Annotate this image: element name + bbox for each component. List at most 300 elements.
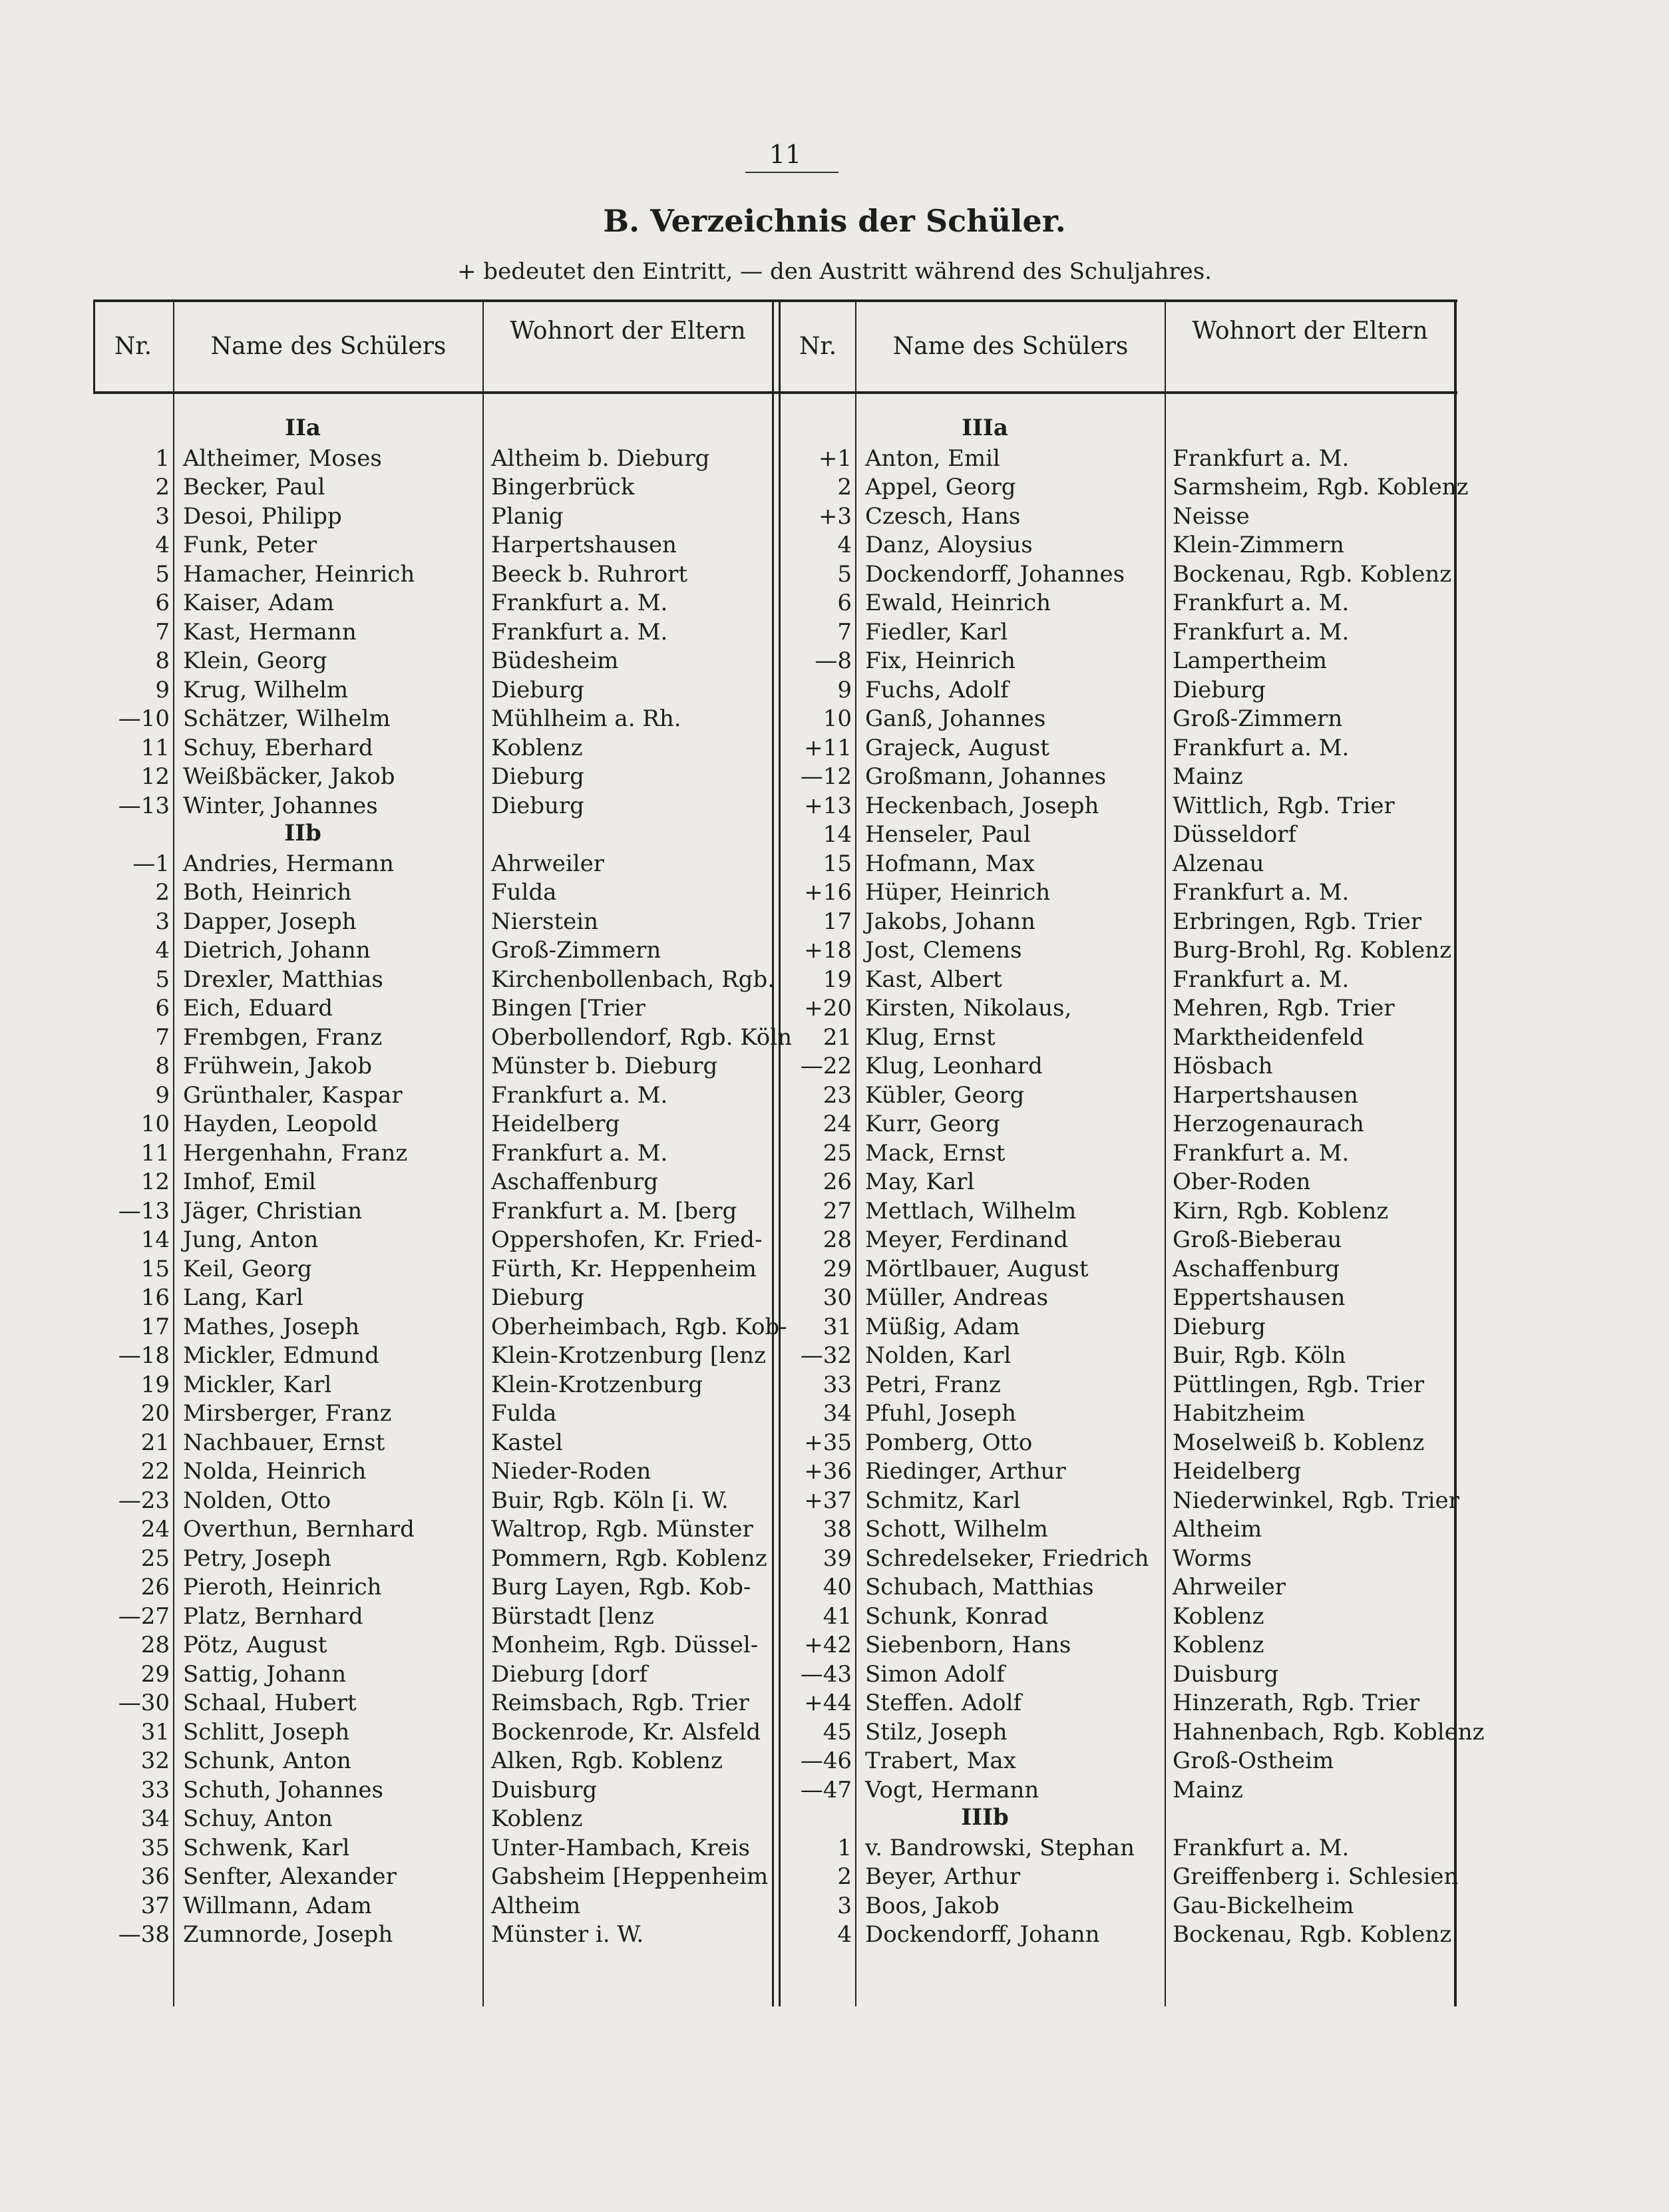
parents-residence: Worms (1173, 1545, 1252, 1572)
parents-residence: Dieburg [dorf (491, 1660, 648, 1688)
class-label-iia: IIa (285, 415, 321, 441)
student-number: 5 (155, 560, 170, 588)
student-number: 41 (823, 1602, 852, 1630)
parents-residence: Kastel (491, 1429, 563, 1456)
student-name: Kast, Hermann (183, 618, 357, 645)
student-number: —12 (800, 763, 852, 790)
student-number: 15 (823, 850, 852, 877)
student-name: Petry, Joseph (183, 1545, 332, 1572)
student-number: —46 (800, 1748, 852, 1774)
student-name: Petri, Franz (865, 1371, 1001, 1398)
student-name: Klug, Ernst (865, 1023, 996, 1051)
student-number: 10 (823, 705, 852, 732)
student-number: 32 (140, 1748, 170, 1774)
student-name: Platz, Bernhard (183, 1602, 363, 1630)
student-number: 28 (140, 1632, 170, 1658)
student-number: 2 (155, 474, 170, 500)
parents-residence: Frankfurt a. M. (1173, 445, 1350, 472)
parents-residence: Koblenz (491, 1805, 583, 1832)
student-name: Mettlach, Wilhelm (865, 1197, 1077, 1224)
student-number: 31 (140, 1718, 170, 1746)
student-name: Jakobs, Johann (865, 908, 1035, 935)
student-name: Altheimer, Moses (183, 445, 382, 472)
student-name: Both, Heinrich (183, 879, 352, 906)
student-name: Schunk, Konrad (865, 1602, 1049, 1630)
student-number: +35 (804, 1429, 852, 1456)
student-name: Kübler, Georg (865, 1081, 1025, 1109)
student-number: 2 (837, 1863, 852, 1890)
parents-residence: Dieburg (491, 1284, 584, 1311)
student-name: Ganß, Johannes (865, 705, 1046, 732)
student-name: Heckenbach, Joseph (865, 792, 1099, 819)
parents-residence: Fulda (491, 1400, 557, 1427)
student-name: Vogt, Hermann (865, 1776, 1039, 1803)
parents-residence: Püttlingen, Rgb. Trier (1173, 1371, 1425, 1398)
student-number: 3 (155, 502, 170, 530)
parents-residence: Ober-Roden (1173, 1169, 1311, 1195)
student-name: Hergenhahn, Franz (183, 1139, 408, 1167)
student-number: 14 (140, 1226, 170, 1253)
parents-residence: Mehren, Rgb. Trier (1173, 995, 1395, 1021)
parents-residence: Frankfurt a. M. [berg (491, 1197, 737, 1224)
student-name: Hamacher, Heinrich (183, 560, 415, 588)
student-name: Beyer, Arthur (865, 1863, 1021, 1890)
student-number: 33 (140, 1776, 170, 1803)
student-number: +42 (804, 1632, 852, 1658)
student-number: 9 (837, 676, 852, 703)
parents-residence: Hösbach (1173, 1053, 1273, 1079)
student-number: 39 (823, 1545, 852, 1572)
parents-residence: Duisburg (491, 1776, 598, 1803)
parents-residence: Monheim, Rgb. Düssel- (491, 1632, 759, 1658)
parents-residence: Klein-Zimmern (1173, 532, 1344, 558)
student-name: Imhof, Emil (183, 1169, 316, 1195)
parents-residence: Koblenz (491, 734, 583, 761)
student-number: 20 (140, 1400, 170, 1427)
student-number: 3 (837, 1892, 852, 1919)
parents-residence: Waltrop, Rgb. Münster (491, 1516, 753, 1543)
student-name: v. Bandrowski, Stephan (865, 1834, 1135, 1861)
student-name: Krug, Wilhelm (183, 676, 349, 703)
student-name: Danz, Aloysius (865, 532, 1033, 558)
student-name: Weißbäcker, Jakob (183, 763, 395, 790)
student-name: Müßig, Adam (865, 1313, 1020, 1340)
parents-residence: Sarmsheim, Rgb. Koblenz (1173, 474, 1469, 500)
student-number: —23 (118, 1487, 170, 1514)
student-number: 33 (823, 1371, 852, 1398)
parents-residence: Frankfurt a. M. (1173, 734, 1350, 761)
parents-residence: Frankfurt a. M. (491, 1139, 668, 1167)
student-number: 9 (155, 1081, 170, 1109)
student-name: Stilz, Joseph (865, 1718, 1008, 1746)
student-number: +36 (804, 1458, 852, 1485)
student-number: 7 (155, 1023, 170, 1051)
parents-residence: Marktheidenfeld (1173, 1023, 1364, 1051)
parents-residence: Burg-Brohl, Rg. Koblenz (1173, 937, 1451, 964)
parents-residence: Groß-Ostheim (1173, 1748, 1334, 1774)
page-number-rule (745, 172, 838, 173)
parents-residence: Frankfurt a. M. (491, 590, 668, 616)
parents-residence: Frankfurt a. M. (1173, 1139, 1350, 1167)
page-number: 11 (769, 140, 802, 169)
parents-residence: Kirn, Rgb. Koblenz (1173, 1197, 1389, 1224)
parents-residence: Fürth, Kr. Heppenheim (491, 1255, 757, 1282)
student-name: Nachbauer, Ernst (183, 1429, 385, 1456)
parents-residence: Groß-Zimmern (491, 937, 661, 964)
student-number: 4 (155, 532, 170, 558)
student-number: 5 (837, 560, 852, 588)
student-name: Kurr, Georg (865, 1111, 1000, 1137)
student-name: Schott, Wilhelm (865, 1516, 1048, 1543)
parents-residence: Fulda (491, 879, 557, 906)
student-name: Mickler, Karl (183, 1371, 332, 1398)
parents-residence: Münster b. Dieburg (491, 1053, 718, 1079)
student-number: —32 (800, 1342, 852, 1369)
student-number: 25 (140, 1545, 170, 1572)
parents-residence: Alken, Rgb. Koblenz (491, 1748, 723, 1774)
student-number: 14 (823, 821, 852, 848)
parents-residence: Lampertheim (1173, 647, 1328, 674)
student-number: —47 (800, 1776, 852, 1803)
student-name: Desoi, Philipp (183, 502, 342, 530)
student-name: Dockendorff, Johann (865, 1921, 1100, 1948)
parents-residence: Münster i. W. (491, 1921, 644, 1948)
parents-residence: Aschaffenburg (491, 1169, 659, 1195)
student-number: 29 (140, 1660, 170, 1688)
parents-residence: Neisse (1173, 502, 1250, 530)
student-name: Zumnorde, Joseph (183, 1921, 393, 1948)
parents-residence: Oberheimbach, Rgb. Kob- (491, 1313, 787, 1340)
student-number: +1 (818, 445, 852, 472)
student-name: Keil, Georg (183, 1255, 312, 1282)
parents-residence: Harpertshausen (491, 532, 677, 558)
student-number: 23 (823, 1081, 852, 1109)
student-number: —18 (118, 1342, 170, 1369)
header-residence-left: Wohnort der Eltern (510, 317, 746, 345)
student-number: +44 (804, 1690, 852, 1716)
parents-residence: Burg Layen, Rgb. Kob- (491, 1574, 751, 1600)
student-number: 10 (140, 1111, 170, 1137)
student-name: Schredelseker, Friedrich (865, 1545, 1149, 1572)
student-number: 29 (823, 1255, 852, 1282)
parents-residence: Alzenau (1173, 850, 1264, 877)
student-number: 34 (823, 1400, 852, 1427)
section-heading: B. Verzeichnis der Schüler. (603, 203, 1066, 239)
student-number: —10 (118, 705, 170, 732)
student-number: 16 (140, 1284, 170, 1311)
parents-residence: Koblenz (1173, 1632, 1264, 1658)
student-name: Riedinger, Arthur (865, 1458, 1066, 1485)
parents-residence: Pommern, Rgb. Koblenz (491, 1545, 767, 1572)
student-number: 6 (837, 590, 852, 616)
parents-residence: Bürstadt [lenz (491, 1602, 654, 1630)
student-number: 27 (823, 1197, 852, 1224)
student-number: 31 (823, 1313, 852, 1340)
student-number: 5 (155, 966, 170, 993)
student-name: Andries, Hermann (183, 850, 394, 877)
parents-residence: Buir, Rgb. Köln (1173, 1342, 1346, 1369)
student-name: Hofmann, Max (865, 850, 1035, 877)
parents-residence: Beeck b. Ruhrort (491, 560, 688, 588)
student-number: 1 (837, 1834, 852, 1861)
student-register-table (93, 299, 1485, 2006)
parents-residence: Frankfurt a. M. (1173, 1834, 1350, 1861)
student-name: Schlitt, Joseph (183, 1718, 350, 1746)
student-number: —8 (815, 647, 852, 674)
col-rule-right-nr (855, 299, 856, 2006)
student-number: +11 (804, 734, 852, 761)
student-name: Fix, Heinrich (865, 647, 1016, 674)
parents-residence: Heidelberg (491, 1111, 620, 1137)
parents-residence: Mühlheim a. Rh. (491, 705, 681, 732)
student-name: Dietrich, Johann (183, 937, 371, 964)
student-name: Mickler, Edmund (183, 1342, 379, 1369)
parents-residence: Klein-Krotzenburg (491, 1371, 703, 1398)
parents-residence: Oberbollendorf, Rgb. Köln (491, 1023, 792, 1051)
student-number: +37 (804, 1487, 852, 1514)
parents-residence: Dieburg (1173, 1313, 1266, 1340)
parents-residence: Bockenrode, Kr. Alsfeld (491, 1718, 761, 1746)
student-name: Schwenk, Karl (183, 1834, 350, 1861)
student-number: 40 (823, 1574, 852, 1600)
student-name: Schuy, Anton (183, 1805, 333, 1832)
student-number: —30 (118, 1690, 170, 1716)
student-number: 36 (140, 1863, 170, 1890)
parents-residence: Niederwinkel, Rgb. Trier (1173, 1487, 1459, 1514)
parents-residence: Koblenz (1173, 1602, 1264, 1630)
student-number: —13 (118, 1197, 170, 1224)
student-name: Siebenborn, Hans (865, 1632, 1071, 1658)
student-number: 7 (155, 618, 170, 645)
parents-residence: Oppershofen, Kr. Fried- (491, 1226, 763, 1253)
student-number: 12 (140, 1169, 170, 1195)
student-number: 37 (140, 1892, 170, 1919)
parents-residence: Nierstein (491, 908, 599, 935)
student-number: 7 (837, 618, 852, 645)
student-number: 1 (155, 445, 170, 472)
student-number: —38 (118, 1921, 170, 1948)
student-number: 45 (823, 1718, 852, 1746)
student-name: Senfter, Alexander (183, 1863, 397, 1890)
student-name: Czesch, Hans (865, 502, 1021, 530)
header-residence-right: Wohnort der Eltern (1192, 317, 1428, 345)
student-number: 24 (140, 1516, 170, 1543)
header-name-right: Name des Schülers (892, 333, 1129, 360)
student-number: 12 (140, 763, 170, 790)
student-number: 6 (155, 995, 170, 1021)
student-name: Appel, Georg (865, 474, 1016, 500)
student-name: Winter, Johannes (183, 792, 378, 819)
student-name: Hayden, Leopold (183, 1111, 378, 1137)
student-number: 8 (155, 647, 170, 674)
parents-residence: Bockenau, Rgb. Koblenz (1173, 560, 1452, 588)
student-name: Grajeck, August (865, 734, 1049, 761)
parents-residence: Harpertshausen (1173, 1081, 1358, 1109)
student-number: 9 (155, 676, 170, 703)
student-name: Overthun, Bernhard (183, 1516, 415, 1543)
parents-residence: Ahrweiler (491, 850, 605, 877)
student-number: +3 (818, 502, 852, 530)
student-number: 24 (823, 1111, 852, 1137)
col-rule-left-name (482, 299, 484, 2006)
student-number: —22 (800, 1053, 852, 1079)
student-name: Müller, Andreas (865, 1284, 1049, 1311)
student-name: Schuy, Eberhard (183, 734, 373, 761)
student-name: Jung, Anton (183, 1226, 319, 1253)
parents-residence: Bockenau, Rgb. Koblenz (1173, 1921, 1452, 1948)
header-nr-left: Nr. (114, 333, 152, 360)
student-number: 30 (823, 1284, 852, 1311)
student-number: 17 (823, 908, 852, 935)
student-name: Pötz, August (183, 1632, 327, 1658)
student-number: 19 (140, 1371, 170, 1398)
student-name: Mirsberger, Franz (183, 1400, 392, 1427)
student-name: Kirsten, Nikolaus, (865, 995, 1072, 1021)
parents-residence: Groß-Zimmern (1173, 705, 1343, 732)
parents-residence: Klein-Krotzenburg [lenz (491, 1342, 766, 1369)
col-rule-right-name (1165, 299, 1166, 2006)
student-number: 21 (140, 1429, 170, 1456)
parents-residence: Dieburg (491, 676, 584, 703)
student-number: 38 (823, 1516, 852, 1543)
parents-residence: Aschaffenburg (1173, 1255, 1340, 1282)
col-rule-left-nr (173, 299, 174, 2006)
student-name: Dapper, Joseph (183, 908, 357, 935)
student-number: 26 (823, 1169, 852, 1195)
student-number: +20 (804, 995, 852, 1021)
parents-residence: Moselweiß b. Koblenz (1173, 1429, 1425, 1456)
student-number: 6 (155, 590, 170, 616)
parents-residence: Bingerbrück (491, 474, 635, 500)
student-number: +13 (804, 792, 852, 819)
student-number: 35 (140, 1834, 170, 1861)
student-number: 2 (837, 474, 852, 500)
student-name: Kaiser, Adam (183, 590, 335, 616)
student-name: Henseler, Paul (865, 821, 1031, 848)
student-name: Frühwein, Jakob (183, 1053, 372, 1079)
student-number: 22 (140, 1458, 170, 1485)
parents-residence: Hahnenbach, Rgb. Koblenz (1173, 1718, 1485, 1746)
student-name: May, Karl (865, 1169, 975, 1195)
student-name: Schätzer, Wilhelm (183, 705, 391, 732)
class-label-iib: IIb (284, 820, 321, 846)
student-number: 4 (837, 1921, 852, 1948)
parents-residence: Altheim (491, 1892, 581, 1919)
parents-residence: Frankfurt a. M. (1173, 618, 1350, 645)
student-number: 25 (823, 1139, 852, 1167)
student-number: 8 (155, 1053, 170, 1079)
student-name: Fiedler, Karl (865, 618, 1008, 645)
student-number: —43 (800, 1660, 852, 1688)
student-name: Simon Adolf (865, 1660, 1005, 1688)
parents-residence: Heidelberg (1173, 1458, 1302, 1485)
student-name: Lang, Karl (183, 1284, 303, 1311)
parents-residence: Wittlich, Rgb. Trier (1173, 792, 1395, 819)
student-name: Kast, Albert (865, 966, 1002, 993)
parents-residence: Frankfurt a. M. (1173, 879, 1350, 906)
student-name: Pomberg, Otto (865, 1429, 1033, 1456)
parents-residence: Planig (491, 502, 564, 530)
parents-residence: Mainz (1173, 763, 1243, 790)
student-number: 11 (140, 1139, 170, 1167)
student-number: 15 (140, 1255, 170, 1282)
student-number: +16 (804, 879, 852, 906)
student-name: Schunk, Anton (183, 1748, 351, 1774)
student-name: Jäger, Christian (183, 1197, 363, 1224)
student-name: Drexler, Matthias (183, 966, 383, 993)
student-name: Eich, Eduard (183, 995, 333, 1021)
parents-residence: Buir, Rgb. Köln [i. W. (491, 1487, 729, 1514)
legend-line: + bedeutet den Eintritt, — den Austritt während des Schuljahres. (457, 258, 1212, 285)
student-name: Pieroth, Heinrich (183, 1574, 382, 1600)
class-label-iiib: IIIb (961, 1804, 1009, 1831)
parents-residence: Habitzheim (1173, 1400, 1306, 1427)
student-name: Schaal, Hubert (183, 1690, 357, 1716)
student-name: Sattig, Johann (183, 1660, 347, 1688)
header-nr-right: Nr. (799, 333, 837, 360)
student-name: Grünthaler, Kaspar (183, 1081, 403, 1109)
student-name: Boos, Jakob (865, 1892, 1000, 1919)
parents-residence: Erbringen, Rgb. Trier (1173, 908, 1422, 935)
student-number: +18 (804, 937, 852, 964)
parents-residence: Altheim b. Dieburg (491, 445, 710, 472)
parents-residence: Frankfurt a. M. (1173, 966, 1350, 993)
student-name: Mathes, Joseph (183, 1313, 360, 1340)
parents-residence: Eppertshausen (1173, 1284, 1346, 1311)
parents-residence: Frankfurt a. M. (491, 1081, 668, 1109)
parents-residence: Hinzerath, Rgb. Trier (1173, 1690, 1420, 1716)
parents-residence: Nieder-Roden (491, 1458, 651, 1485)
parents-residence: Reimsbach, Rgb. Trier (491, 1690, 749, 1716)
parents-residence: Unter-Hambach, Kreis (491, 1834, 750, 1861)
student-number: 11 (140, 734, 170, 761)
student-name: Becker, Paul (183, 474, 325, 500)
student-number: 26 (140, 1574, 170, 1600)
student-name: Schubach, Matthias (865, 1574, 1094, 1600)
student-name: Meyer, Ferdinand (865, 1226, 1068, 1253)
parents-residence: Ahrweiler (1173, 1574, 1286, 1600)
student-name: Funk, Peter (183, 532, 317, 558)
student-number: 19 (823, 966, 852, 993)
student-name: Klein, Georg (183, 647, 327, 674)
parents-residence: Bingen [Trier (491, 995, 646, 1021)
student-name: Hüper, Heinrich (865, 879, 1051, 906)
student-number: 21 (823, 1023, 852, 1051)
parents-residence: Duisburg (1173, 1660, 1279, 1688)
parents-residence: Gau-Bickelheim (1173, 1892, 1354, 1919)
student-name: Mörtlbauer, August (865, 1255, 1089, 1282)
student-name: Dockendorff, Johannes (865, 560, 1125, 588)
student-number: 3 (155, 908, 170, 935)
student-number: 17 (140, 1313, 170, 1340)
table-right-border (1454, 299, 1457, 2006)
student-name: Nolda, Heinrich (183, 1458, 367, 1485)
parents-residence: Dieburg (491, 763, 584, 790)
student-name: Trabert, Max (865, 1748, 1016, 1774)
student-name: Ewald, Heinrich (865, 590, 1051, 616)
student-number: —13 (118, 792, 170, 819)
header-name-left: Name des Schülers (210, 333, 447, 360)
student-number: —1 (132, 850, 170, 877)
parents-residence: Frankfurt a. M. (491, 618, 668, 645)
student-name: Willmann, Adam (183, 1892, 372, 1919)
student-name: Steffen. Adolf (865, 1690, 1022, 1716)
student-name: Anton, Emil (865, 445, 1000, 472)
parents-residence: Düsseldorf (1173, 821, 1297, 848)
parents-residence: Dieburg (1173, 676, 1266, 703)
class-label-iiia: IIIa (962, 415, 1008, 441)
parents-residence: Groß-Bieberau (1173, 1226, 1342, 1253)
